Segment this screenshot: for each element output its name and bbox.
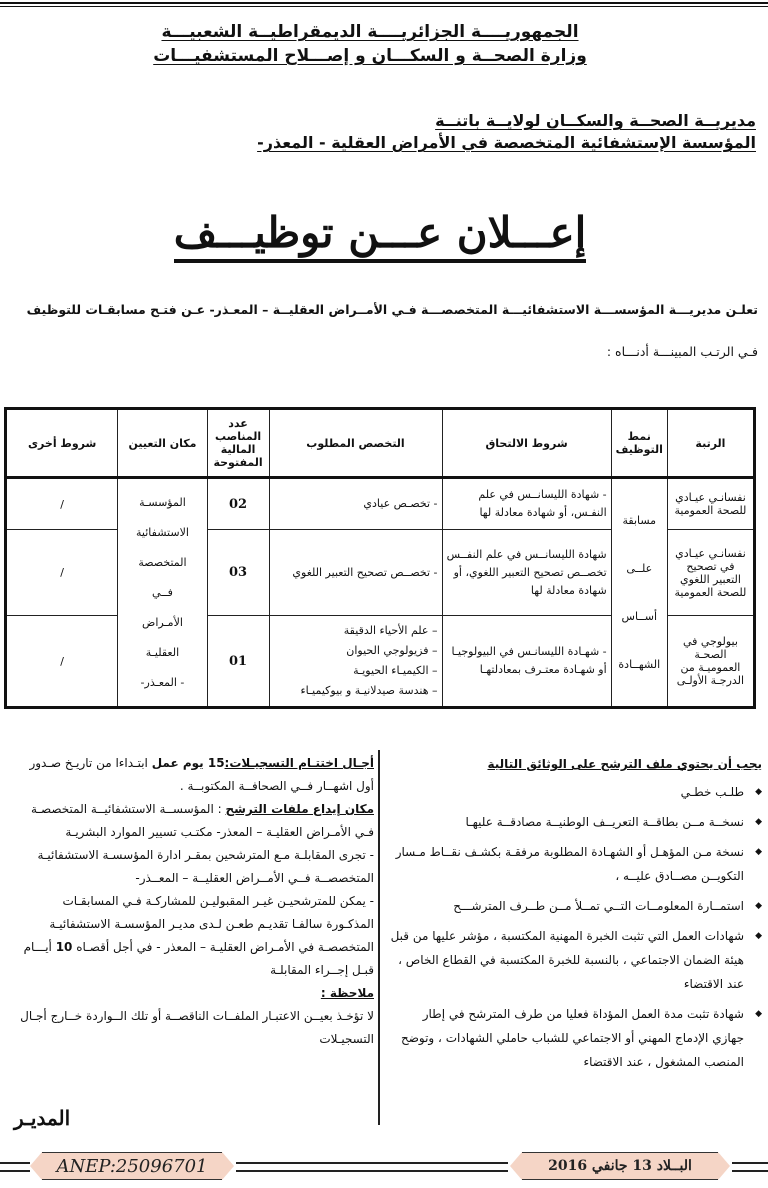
cell-other: / — [6, 478, 118, 530]
footer-rule-middle — [236, 1162, 508, 1172]
header-grade: الرتبة — [667, 409, 754, 478]
header-place: مكان التعيين — [118, 409, 207, 478]
mode-line: الشهــادة — [618, 657, 661, 671]
anep-badge: ANEP:25096701 — [42, 1152, 222, 1180]
cell-other: / — [6, 530, 118, 616]
government-header — [140, 20, 600, 68]
note-label: ملاحظة : — [320, 986, 374, 1000]
specialty-item: – هندسة صيدلانيـة و بيوكيميـاء — [300, 684, 438, 697]
deadline-label: أجـال اختتـام التسجيـلات: — [224, 756, 374, 770]
place-line: - المعـذر- — [140, 675, 185, 689]
place-line: فــي — [152, 585, 173, 599]
documents-list — [390, 780, 762, 1074]
cell-conditions: - شهادة الليسانــس في علم النفـس، أو شهادة معادلة لها — [442, 478, 611, 530]
country-name: الجمهوريــــة الجزائريــــة الديمقراطيــة الشعبيـــة — [161, 22, 579, 42]
list-item: ◆ نسخــة مــن بطاقــة التعريــف الوطنيــة مصادقــة عليهـا — [390, 810, 762, 834]
deposit-label: مكان إيداع ملفات الترشح — [225, 802, 374, 816]
directorate-name: مديريــة الصحــة والسكــان لولايــة باتنــة — [435, 111, 756, 130]
cell-specialty — [269, 478, 442, 530]
cell-specialty — [269, 530, 442, 616]
cell-grade: نفسانـي عيـادي في تصحيح التعبير اللغوي للصحة العمومية — [667, 530, 754, 616]
deadline-paragraph — [14, 752, 374, 798]
cell-positions: 02 — [207, 478, 269, 530]
registration-info — [14, 752, 374, 1051]
place-line: المؤسسـة — [139, 495, 186, 509]
note-text: لا تؤخـذ بعيــن الاعتبـار الملفــات الناقصــة أو تلك الــواردة خــارج أجـال التسجيـلات — [20, 1009, 374, 1046]
header-mode: نمط التوظيف — [611, 409, 667, 478]
footer-rule-right — [732, 1162, 768, 1172]
table-row — [6, 478, 755, 530]
place-line: الأمـراض — [142, 615, 183, 629]
specialty-item: - تخصــص تصحيح التعبير اللغوي — [292, 565, 438, 579]
specialty-item: – علم الأحياء الدقيقة — [343, 624, 438, 637]
cell-other: / — [6, 616, 118, 708]
institution-header — [196, 110, 756, 154]
list-item: ◆ استمــارة المعلومــات التــي تمــلأ مــن طــرف المترشـــح — [390, 894, 762, 918]
appeal-days: 10 — [55, 940, 73, 954]
deposit-paragraph — [14, 798, 374, 844]
list-item: ◆ نسخة مـن المؤهـل أو الشهـادة المطلوبة مرفقـة بكشـف نقــاط مـسار التكويــن مصــادق عليــه ، — [390, 840, 762, 888]
header-positions: عدد المناصب المالية المفتوحة — [207, 409, 269, 478]
column-divider — [378, 750, 380, 1125]
deadline-text: ابتـداءا من تاريـخ صـدور أول اشهــار فــي الصحافــة المكتوبــة . — [29, 756, 374, 793]
page-title — [140, 205, 620, 261]
footer-rule-left — [0, 1162, 30, 1172]
cell-grade: بيولوجي في الصحـة العموميـة من الدرجـة الأولـى — [667, 616, 754, 708]
title-text: إعـــلان عـــن توظيـــف — [174, 208, 587, 263]
top-double-rule — [0, 0, 768, 10]
positions-table — [4, 407, 756, 709]
cell-positions: 01 — [207, 616, 269, 708]
cell-place — [118, 478, 207, 708]
newspaper-date-badge: البــلاد 13 جانفي 2016 — [522, 1152, 718, 1180]
interview-paragraph: - تجرى المقابلـة مـع المترشحين بمقـر ادارة المؤسسـة الاستشفائيـة المتخصصــة فــي الأمــراض العقليــة – المعــذر- — [37, 848, 374, 885]
mode-line: أســاس — [621, 609, 658, 623]
specialty-item: – فزيولوجي الحيوان — [346, 644, 438, 657]
deadline-value: 15 يوم عمل — [151, 756, 225, 770]
appeal-rest: أيـــام قبـل إجــراء المقابلـة — [23, 940, 374, 977]
list-item: ◆ طلـب خطـي — [390, 780, 762, 804]
intro-line-2: فـي الرتـب المبينـــة أدنـــاه : — [606, 344, 758, 359]
cell-mode — [611, 478, 667, 708]
cell-conditions: - شهـادة الليسانـس في البيولوجيـا أو شهـادة معتـرف بمعادلتهـا — [442, 616, 611, 708]
header-specialty: التخصص المطلوب — [269, 409, 442, 478]
footer-bar — [0, 1150, 768, 1180]
list-item: ◆ شهادة تثبت مدة العمل المؤداة فعليا من طرف المترشح في إطار جهازي الإدماج المهني أو الاجتماعي للشباب حاملي الشهادات ، وتوضح المنصب المشغول ، عند الاقتضاء — [390, 1002, 762, 1074]
intro-line-1: تعلـن مديريـــة المؤسســـة الاستشفائيـــة المتخصصـــة فـي الأمــراض العقليــة – المعـذر- عـن فتـح مسابقـات للتوظيف — [26, 302, 758, 317]
cell-specialty — [269, 616, 442, 708]
cell-grade: نفسانـي عيـادي للصحة العمومية — [667, 478, 754, 530]
place-line: العقليـة — [145, 645, 180, 659]
ministry-name: وزارة الصحــة و السكـــان و إصـــلاح المستشفيـــات — [153, 46, 587, 66]
appeal-text: - يمكن للمترشحيـن غيـر المقبوليـن للمشاركـة فـي المسابقـات المذكـورة سالفـا تقديـم طعـن لـدى مديـر المؤسسـة الاستشفائيـة المتخصصـة في الأمـراض العقليـة – المعذر - في أجل أقصـاه — [49, 894, 374, 954]
mode-line: علــى — [626, 561, 653, 575]
appeal-paragraph — [14, 890, 374, 982]
table-header-row — [6, 409, 755, 478]
required-documents — [390, 752, 762, 1080]
cell-positions: 03 — [207, 530, 269, 616]
deposit-text: : المؤسســة الاستشفائيــة المتخصصـة فـي الأمـراض العقليـة – المعذر- مكتـب تسيير الموارد البشريـة — [31, 802, 374, 839]
place-line: المتخصصة — [138, 555, 187, 569]
header-other: شروط أخرى — [6, 409, 118, 478]
mode-line: مسابقة — [622, 513, 657, 527]
specialty-item: – الكيميـاء الحيويـة — [353, 664, 438, 677]
institution-name: المؤسسة الإستشفائية المتخصصة في الأمراض العقلية - المعذر- — [257, 133, 756, 152]
cell-conditions: شهادة الليسانــس في علم النفــس تخصــص تصحيح التعبير اللغوي، أو شهادة معادلة لها — [442, 530, 611, 616]
place-line: الاستشفائية — [136, 525, 189, 539]
documents-heading: يجب أن يحتوي ملف الترشح على الوثائق التالية — [487, 757, 762, 771]
header-conditions: شروط الالتحاق — [442, 409, 611, 478]
list-item: ◆ شهادات العمل التي تثبت الخبرة المهنية المكتسبة ، مؤشر عليها من قبل هيئة الضمان الاجتماعي ، بالنسبة للخبرة المكتسبة في القطاع الخاص ، عند الاقتضاء — [390, 924, 762, 996]
signature: المديـر — [14, 1106, 71, 1130]
specialty-item: - تخصـص عيادي — [363, 497, 438, 510]
